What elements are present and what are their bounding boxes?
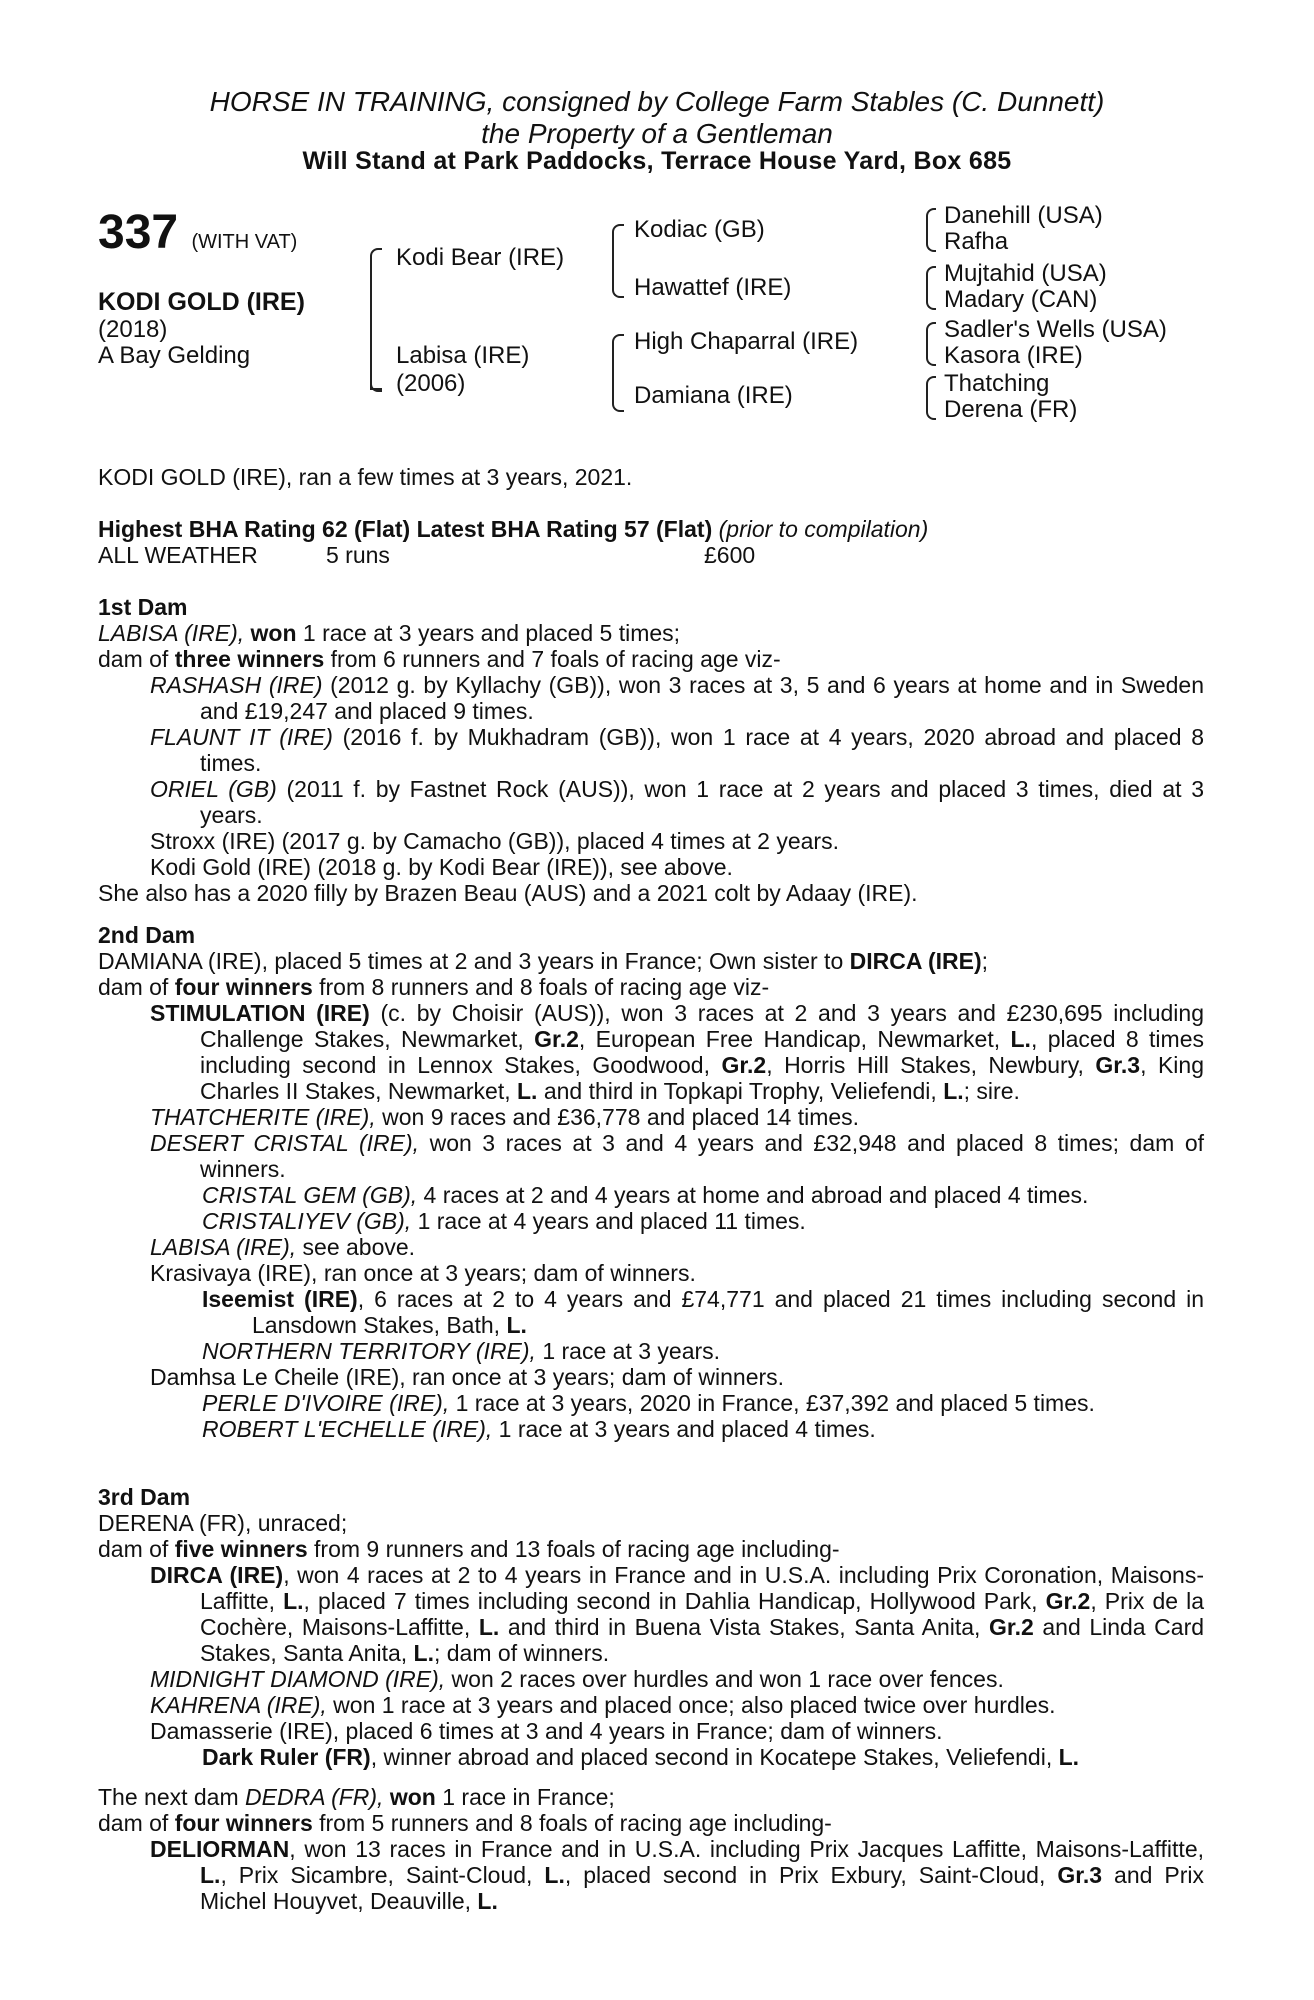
horse-name: KODI GOLD (IRE) [98,288,305,316]
sire-dam: Hawattef (IRE) [634,274,792,301]
horse-year: (2018) [98,316,168,343]
dam-name: Labisa (IRE) [396,342,530,369]
sire-sire: Kodiac (GB) [634,216,765,243]
consignor-line: HORSE IN TRAINING, consigned by College Farm Stables (C. Dunnett) [209,86,1105,117]
section-title: 2nd Dam [98,922,196,948]
next-dam-section: The next dam DEDRA (FR), won 1 race in France; dam of four winners from 5 runners and 8 foals of racing age including- DELIORMAN, won 13 races in France and in U.S.A. including Prix Jacques Laffitte, Maisons-Laffitte, L., Prix Sicambre, Saint-Cloud, L., placed second in Prix Exbury, Saint-Cloud, Gr.3 and Prix Michel Houyvet, Deauville, L. [98,1784,1204,1914]
third-dam-section: 3rd Dam DERENA (FR), unraced; dam of five winners from 9 runners and 13 foals of racing age including- DIRCA (IRE), won 4 races at 2 to 4 years in France and in U.S.A. including Prix Coronation, Maisons-Laffitte, L., placed 7 times including second in Dahlia Handicap, Hollywood Park, Gr.2, Prix de la Cochère, Maisons-Laffitte, L. and third in Buena Vista Stakes, Santa Anita, Gr.2 and Linda Card Stakes, Santa Anita, L.; dam of winners. MIDNIGHT DIAMOND (IRE), won 2 races over hurdles and won 1 race over fences. KAHRENA (IRE), won 1 race at 3 years and placed once; also placed twice over hurdles. Damasserie (IRE), placed 6 times at 3 and 4 years in France; dam of winners. Dark Ruler (FR), winner abroad and placed second in Kocatepe Stakes, Veliefendi, L. [98,1484,1205,1770]
ancestor-1: Danehill (USA) [944,202,1103,229]
vat-note: (WITH VAT) [191,231,298,253]
ancestor-4: Madary (CAN) [944,286,1098,313]
second-dam-section: 2nd Dam DAMIANA (IRE), placed 5 times at 2 and 3 years in France; Own sister to DIRCA (IRE); dam of four winners from 8 runners and 8 foals of racing age viz- STIMULATION (IRE) (c. by Choisir (AUS)), won 3 races at 2 and 3 years and £230,695 including Challenge Stakes, Newmarket, Gr.2, European Free Handicap, Newmarket, L., placed 8 times including second in Lennox Stakes, Goodwood, Gr.2, Horris Hill Stakes, Newbury, Gr.3, King Charles II Stakes, Newmarket, L. and third in Topkapi Trophy, Veliefendi, L.; sire. THATCHERITE (IRE), won 9 races and £36,778 and placed 14 times. DESERT CRISTAL (IRE), won 3 races at 3 and 4 years and £32,948 and placed 8 times; dam of winners. CRISTAL GEM (GB), 4 races at 2 and 4 years at home and abroad and placed 4 times. CRISTALIYEV (GB), 1 race at 4 years and placed 11 times. LABISA (IRE), see above. Krasivaya (IRE), ran once at 3 years; dam of winners. Iseemist (IRE), 6 races at 2 to 4 years and £74,771 and placed 21 times including second in Lansdown Stakes, Bath, L. NORTHERN TERRITORY (IRE), 1 race at 3 years. Damhsa Le Cheile (IRE), ran once at 3 years; dam of winners. PERLE D'IVOIRE (IRE), 1 race at 3 years, 2020 in France, £37,392 and placed 5 times. ROBERT L'ECHELLE (IRE), 1 race at 3 years and placed 4 times. [98,922,1205,1442]
ancestor-5: Sadler's Wells (USA) [944,316,1167,343]
ancestor-8: Derena (FR) [944,396,1078,423]
pedigree-brace-labisa [612,334,624,412]
horse-description: A Bay Gelding [98,342,251,369]
stand-location: Will Stand at Park Paddocks, Terrace House Yard, Box 685 [302,147,1012,175]
section-title: 1st Dam [98,594,188,620]
property-line: the Property of a Gentleman [481,118,833,149]
ancestor-6: Kasora (IRE) [944,342,1083,369]
bha-rating: Highest BHA Rating 62 (Flat) Latest BHA Rating 57 (Flat) (prior to compilation) [98,516,929,542]
pedigree-brace-g1 [926,208,936,252]
pedigree-brace-kodi [612,224,624,298]
pedigree-brace-g4 [926,376,936,420]
pedigree-brace-g2 [926,266,936,310]
lot-number: 337 (WITH VAT) [98,206,298,259]
pedigree-brace-lower [370,318,382,390]
pedigree-brace-g3 [926,322,936,366]
section-title: 3rd Dam [98,1484,191,1510]
sire-name: Kodi Bear (IRE) [396,244,565,271]
dam-sire: High Chaparral (IRE) [634,328,859,355]
ancestor-2: Rafha [944,228,1009,255]
dam-dam: Damiana (IRE) [634,382,793,409]
dam-year: (2006) [396,370,466,397]
all-weather-record: ALL WEATHER 5 runs £600 [98,542,756,568]
race-summary: KODI GOLD (IRE), ran a few times at 3 years, 2021. [98,464,633,490]
ancestor-7: Thatching [944,370,1050,397]
ancestor-3: Mujtahid (USA) [944,260,1107,287]
first-dam-section: 1st Dam LABISA (IRE), won 1 race at 3 years and placed 5 times; dam of three winners from 6 runners and 7 foals of racing age viz- RASHASH (IRE) (2012 g. by Kyllachy (GB)), won 3 races at 3, 5 and 6 years at home and in Sweden and £19,247 and placed 9 times. FLAUNT IT (IRE) (2016 f. by Mukhadram (GB)), won 1 race at 4 years, 2020 abroad and placed 8 times. ORIEL (GB) (2011 f. by Fastnet Rock (AUS)), won 1 race at 2 years and placed 3 times, died at 3 years. Stroxx (IRE) (2017 g. by Camacho (GB)), placed 4 times at 2 years. Kodi Gold (IRE) (2018 g. by Kodi Bear (IRE)), see above. She also has a 2020 filly by Brazen Beau (AUS) and a 2021 colt by Adaay (IRE). [98,594,1205,906]
